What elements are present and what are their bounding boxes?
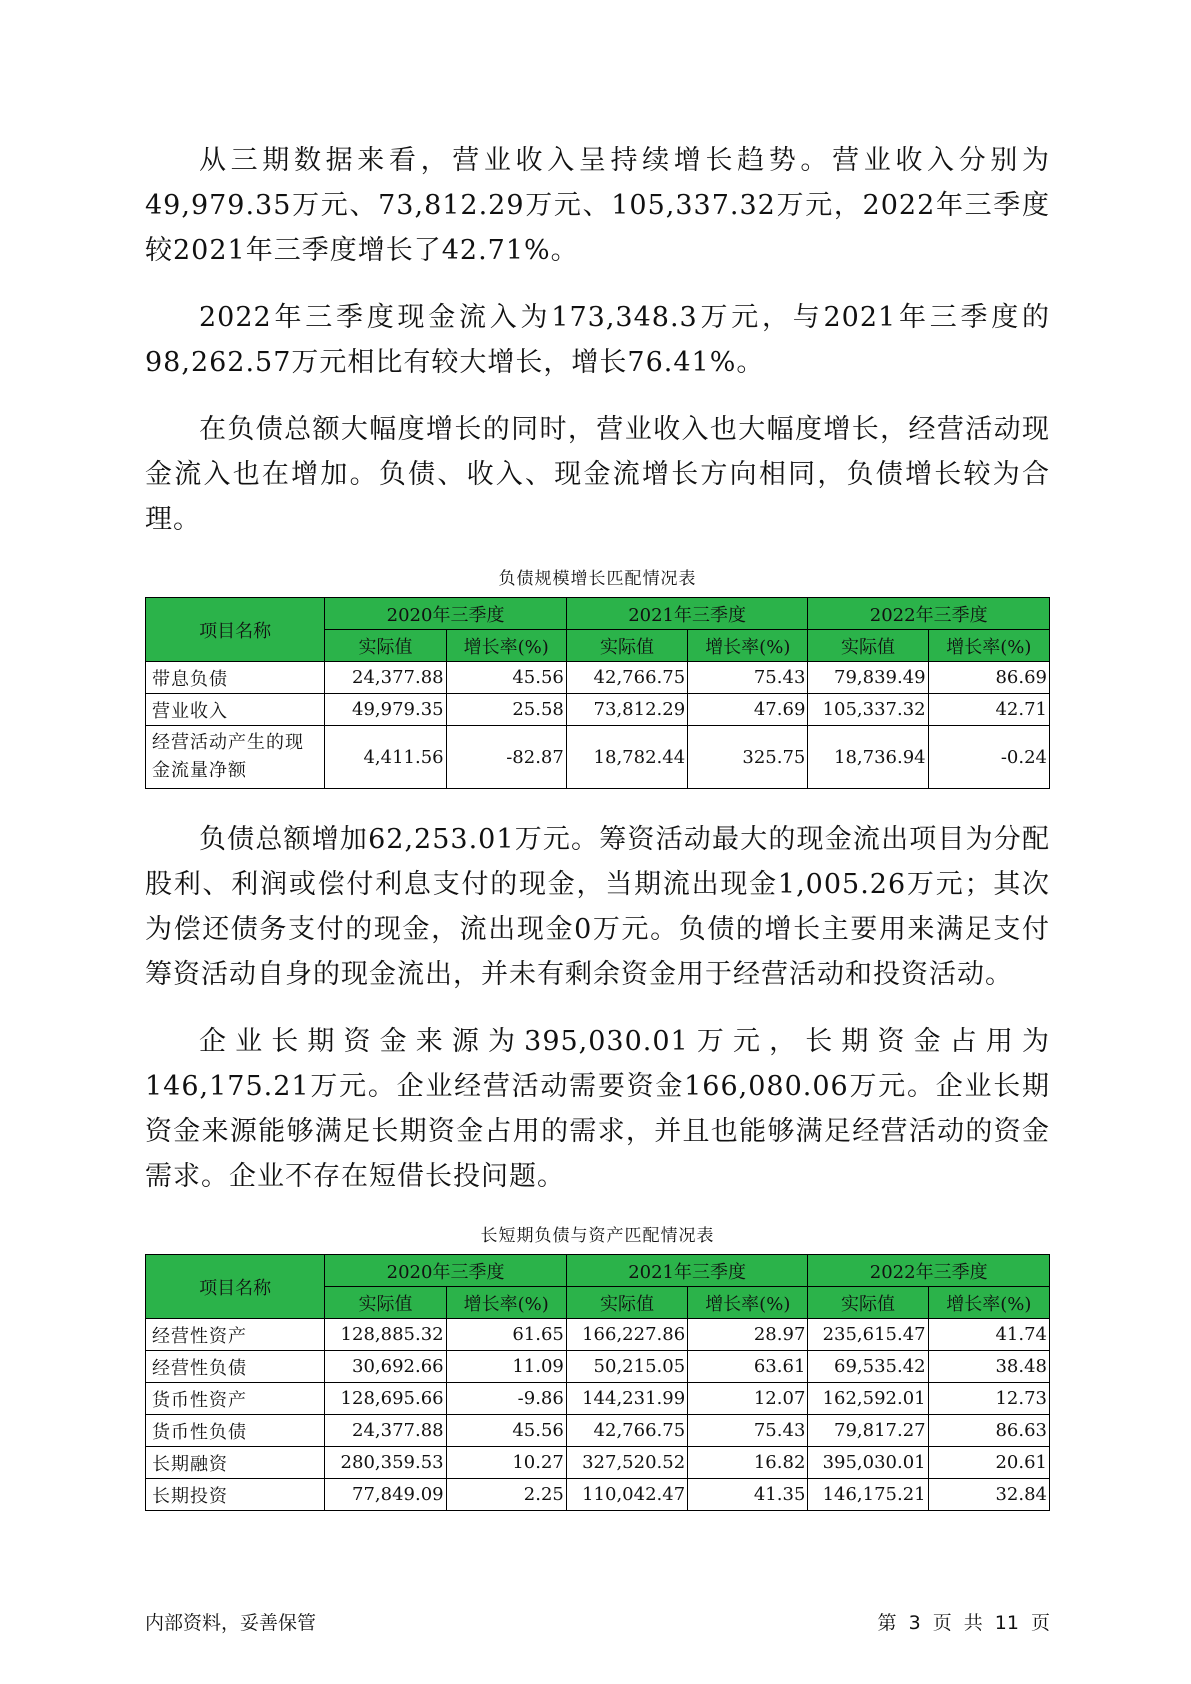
cell-value: 63.61 <box>688 1351 808 1383</box>
table1-subheader-growth: 增长率(%) <box>446 630 566 662</box>
cell-value: 144,231.99 <box>566 1383 687 1415</box>
cell-value: 45.56 <box>446 662 566 694</box>
cell-value: 41.74 <box>928 1319 1049 1351</box>
cell-value: 146,175.21 <box>808 1479 928 1511</box>
cell-value: 18,736.94 <box>808 726 928 789</box>
cell-value: 128,885.32 <box>325 1319 446 1351</box>
cell-value: 38.48 <box>928 1351 1049 1383</box>
table1-subheader-growth: 增长率(%) <box>688 630 808 662</box>
cell-value: 2.25 <box>446 1479 566 1511</box>
cell-value: 4,411.56 <box>325 726 446 789</box>
table1-header-period: 2021年三季度 <box>566 598 808 630</box>
table1-caption: 负债规模增长匹配情况表 <box>498 569 697 589</box>
cell-value: 45.56 <box>446 1415 566 1447</box>
cell-value: 79,817.27 <box>808 1415 928 1447</box>
table1-header-name: 项目名称 <box>146 598 325 662</box>
cell-value: 79,839.49 <box>808 662 928 694</box>
cell-value: 42,766.75 <box>566 662 687 694</box>
table-row <box>146 1351 1050 1383</box>
cell-value: 128,695.66 <box>325 1383 446 1415</box>
table-row <box>146 1319 1050 1351</box>
paragraph-cash-inflow: 2022年三季度现金流入为173,348.3万元，与2021年三季度的98,262.57万元相比有较大增长，增长76.41%。 <box>145 302 1050 378</box>
cell-value: 280,359.53 <box>325 1447 446 1479</box>
cell-value: -0.24 <box>928 726 1049 789</box>
cell-value: 166,227.86 <box>566 1319 687 1351</box>
cell-value: 327,520.52 <box>566 1447 687 1479</box>
cell-value: 162,592.01 <box>808 1383 928 1415</box>
row-name: 货币性资产 <box>146 1383 325 1415</box>
table2-caption: 长短期负债与资产匹配情况表 <box>480 1226 715 1246</box>
cell-value: 18,782.44 <box>566 726 687 789</box>
page-number: 第 3 页 共 11 页 <box>877 1612 1050 1634</box>
cell-value: 86.69 <box>928 662 1049 694</box>
table2-header-period: 2020年三季度 <box>325 1255 567 1287</box>
confidentiality-note: 内部资料，妥善保管 <box>145 1612 317 1634</box>
cell-value: 32.84 <box>928 1479 1049 1511</box>
table-row <box>146 1479 1050 1511</box>
row-name: 货币性负债 <box>146 1415 325 1447</box>
paragraph-debt-assessment: 在负债总额大幅度增长的同时，营业收入也大幅度增长，经营活动现金流入也在增加。负债、收入、现金流增长方向相同，负债增长较为合理。 <box>145 414 1050 535</box>
cell-value: 24,377.88 <box>325 662 446 694</box>
table1-subheader-actual: 实际值 <box>566 630 687 662</box>
table-row <box>146 694 1050 726</box>
cell-value: 25.58 <box>446 694 566 726</box>
table1-subheader-actual: 实际值 <box>325 630 446 662</box>
table1-header-period: 2020年三季度 <box>325 598 567 630</box>
paragraph-revenue-trend: 从三期数据来看，营业收入呈持续增长趋势。营业收入分别为49,979.35万元、73,812.29万元、105,337.32万元，2022年三季度较2021年三季度增长了42.71%。 <box>145 145 1050 266</box>
table-row <box>146 1447 1050 1479</box>
cell-value: 105,337.32 <box>808 694 928 726</box>
debt-asset-match-table <box>145 1254 1050 1511</box>
cell-value: 73,812.29 <box>566 694 687 726</box>
table2-header-period: 2022年三季度 <box>808 1255 1050 1287</box>
cell-value: 47.69 <box>688 694 808 726</box>
cell-value: 16.82 <box>688 1447 808 1479</box>
row-name: 长期融资 <box>146 1447 325 1479</box>
row-name: 营业收入 <box>146 694 325 726</box>
cell-value: 50,215.05 <box>566 1351 687 1383</box>
table1-subheader-actual: 实际值 <box>808 630 928 662</box>
row-name: 经营性负债 <box>146 1351 325 1383</box>
cell-value: 77,849.09 <box>325 1479 446 1511</box>
cell-value: 42.71 <box>928 694 1049 726</box>
cell-value: 235,615.47 <box>808 1319 928 1351</box>
document-page <box>145 138 1050 1511</box>
row-name: 经营活动产生的现金流量净额 <box>146 726 325 789</box>
cell-value: 49,979.35 <box>325 694 446 726</box>
paragraph-debt-increase: 负债总额增加62,253.01万元。筹资活动最大的现金流出项目为分配股利、利润或偿付利息支付的现金，当期流出现金1,005.26万元；其次为偿还债务支付的现金，流出现金0万元。负债的增长主要用来满足支付筹资活动自身的现金流出，并未有剩余资金用于经营活动和投资活动。 <box>145 824 1050 990</box>
cell-value: 30,692.66 <box>325 1351 446 1383</box>
cell-value: 12.73 <box>928 1383 1049 1415</box>
table2-header-period: 2021年三季度 <box>566 1255 808 1287</box>
table1-subheader-growth: 增长率(%) <box>928 630 1049 662</box>
cell-value: 10.27 <box>446 1447 566 1479</box>
cell-value: 61.65 <box>446 1319 566 1351</box>
cell-value: 75.43 <box>688 1415 808 1447</box>
row-name: 长期投资 <box>146 1479 325 1511</box>
cell-value: 41.35 <box>688 1479 808 1511</box>
cell-value: 395,030.01 <box>808 1447 928 1479</box>
cell-value: 86.63 <box>928 1415 1049 1447</box>
table-row <box>146 1415 1050 1447</box>
table2-subheader-growth: 增长率(%) <box>446 1287 566 1319</box>
cell-value: 24,377.88 <box>325 1415 446 1447</box>
table2-header-name: 项目名称 <box>146 1255 325 1319</box>
cell-value: 69,535.42 <box>808 1351 928 1383</box>
cell-value: 110,042.47 <box>566 1479 687 1511</box>
paragraph-long-term-funds: 企业长期资金来源为395,030.01万元，长期资金占用为146,175.21万元。企业经营活动需要资金166,080.06万元。企业长期资金来源能够满足长期资金占用的需求，并且也能够满足经营活动的资金需求。企业不存在短借长投问题。 <box>145 1026 1050 1192</box>
debt-growth-table <box>145 597 1050 789</box>
table2-subheader-growth: 增长率(%) <box>688 1287 808 1319</box>
cell-value: 42,766.75 <box>566 1415 687 1447</box>
row-name: 带息负债 <box>146 662 325 694</box>
cell-value: 20.61 <box>928 1447 1049 1479</box>
table1-header-period: 2022年三季度 <box>808 598 1050 630</box>
table2-subheader-growth: 增长率(%) <box>928 1287 1049 1319</box>
cell-value: -82.87 <box>446 726 566 789</box>
table2-subheader-actual: 实际值 <box>325 1287 446 1319</box>
cell-value: 11.09 <box>446 1351 566 1383</box>
table2-subheader-actual: 实际值 <box>566 1287 687 1319</box>
table2-subheader-actual: 实际值 <box>808 1287 928 1319</box>
table-row <box>146 662 1050 694</box>
cell-value: 28.97 <box>688 1319 808 1351</box>
cell-value: -9.86 <box>446 1383 566 1415</box>
table-row <box>146 1383 1050 1415</box>
row-name: 经营性资产 <box>146 1319 325 1351</box>
cell-value: 325.75 <box>688 726 808 789</box>
cell-value: 75.43 <box>688 662 808 694</box>
table-row <box>146 726 1050 789</box>
cell-value: 12.07 <box>688 1383 808 1415</box>
